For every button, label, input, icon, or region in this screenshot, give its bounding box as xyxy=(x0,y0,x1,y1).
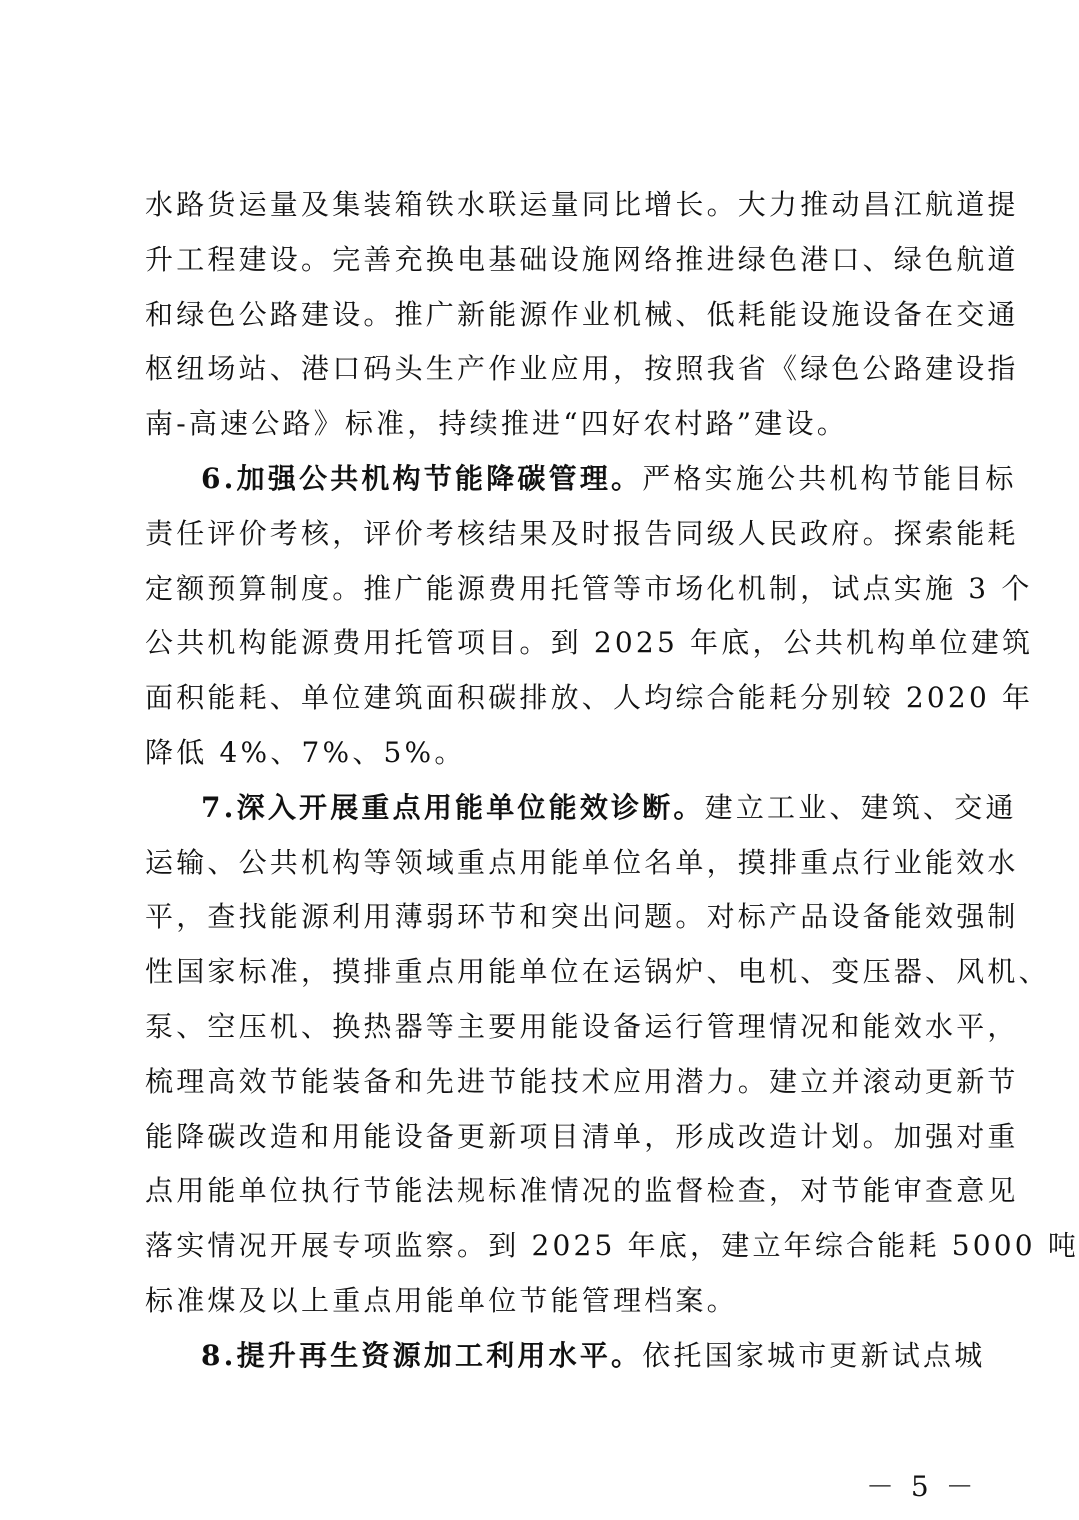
text-line: 泵、空压机、换热器等主要用能设备运行管理情况和能效水平， xyxy=(145,1009,1019,1043)
paragraph-6-first-line xyxy=(145,452,1017,507)
section-heading-8: 8.提升再生资源加工利用水平。 xyxy=(201,1338,643,1372)
text-line: 和绿色公路建设。推广新能源作业机械、低耗能设施设备在交通 xyxy=(145,297,1019,331)
text-span: 依托国家城市更新试点城 xyxy=(642,1338,986,1372)
text-line: 降低 4%、7%、5%。 xyxy=(145,735,466,769)
text-line: 枢纽场站、港口码头生产作业应用，按照我省《绿色公路建设指 xyxy=(145,352,1019,386)
text-line: 落实情况开展专项监察。到 2025 年底，建立年综合能耗 5000 吨 xyxy=(145,1229,1079,1263)
text-span: 严格实施公共机构节能目标 xyxy=(642,461,1017,495)
body-text xyxy=(145,178,1079,1384)
text-line: 公共机构能源费用托管项目。到 2025 年底，公共机构单位建筑 xyxy=(145,626,1034,660)
section-heading-6: 6.加强公共机构节能降碳管理。 xyxy=(201,461,643,495)
text-line: 梳理高效节能装备和先进节能技术应用潜力。建立并滚动更新节 xyxy=(145,1064,1019,1098)
text-line: 标准煤及以上重点用能单位节能管理档案。 xyxy=(145,1283,738,1317)
paragraph-8-first-line xyxy=(145,1329,986,1384)
text-span: 建立工业、建筑、交通 xyxy=(704,790,1017,824)
text-line: 平，查找能源利用薄弱环节和突出问题。对标产品设备能效强制 xyxy=(145,900,1019,934)
text-line: 水路货运量及集装箱铁水联运量同比增长。大力推动昌江航道提 xyxy=(145,188,1019,221)
text-line: 面积能耗、单位建筑面积碳排放、人均综合能耗分别较 2020 年 xyxy=(145,681,1034,715)
text-line: 升工程建设。完善充换电基础设施网络推进绿色港口、绿色航道 xyxy=(145,242,1019,276)
text-line: 定额预算制度。推广能源费用托管等市场化机制，试点实施 3 个 xyxy=(145,571,1033,605)
text-line: 点用能单位执行节能法规标准情况的监督检查，对节能审查意见 xyxy=(145,1174,1019,1208)
page-number: － 5 － xyxy=(866,1470,978,1503)
text-line: 运输、公共机构等领域重点用能单位名单，摸排重点行业能效水 xyxy=(145,845,1019,879)
text-line: 责任评价考核，评价考核结果及时报告同级人民政府。探索能耗 xyxy=(145,516,1019,550)
paragraph-7-first-line xyxy=(145,781,1017,836)
text-line: 南-高速公路》标准，持续推进“四好农村路”建设。 xyxy=(145,407,848,441)
section-heading-7: 7.深入开展重点用能单位能效诊断。 xyxy=(201,790,705,824)
text-line: 性国家标准，摸排重点用能单位在运锅炉、电机、变压器、风机、 xyxy=(145,955,1050,989)
text-line: 能降碳改造和用能设备更新项目清单，形成改造计划。加强对重 xyxy=(145,1119,1019,1153)
